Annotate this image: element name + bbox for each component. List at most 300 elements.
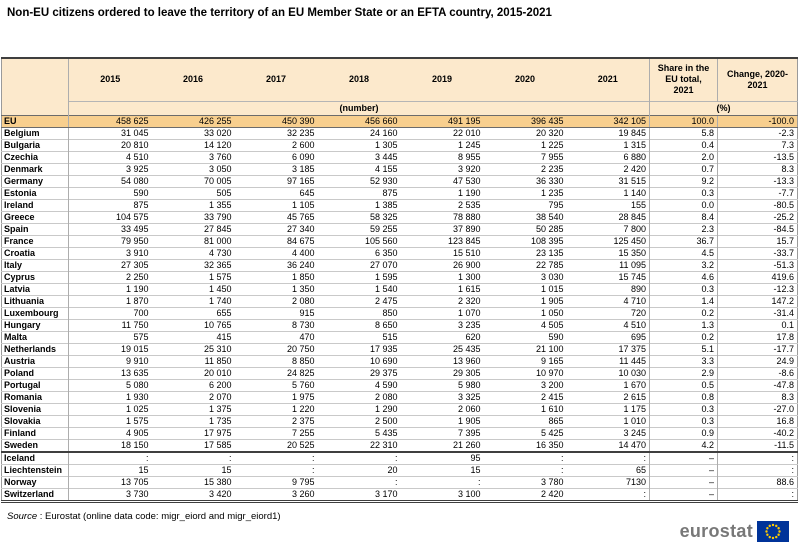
cell: 720 xyxy=(567,307,650,319)
cell: 20 xyxy=(318,464,401,476)
row-label: Ireland xyxy=(2,199,69,211)
cell: 36.7 xyxy=(650,235,718,247)
cell: 5 080 xyxy=(69,379,152,391)
cell: -8.6 xyxy=(718,367,798,379)
cell: 2 060 xyxy=(401,403,484,415)
cell: 52 930 xyxy=(318,175,401,187)
cell: : xyxy=(567,488,650,501)
cell: 17.8 xyxy=(718,331,798,343)
table-body xyxy=(2,115,798,501)
cell: 19 845 xyxy=(567,127,650,139)
cell: 21 260 xyxy=(401,439,484,452)
cell: -27.0 xyxy=(718,403,798,415)
cell: 4 505 xyxy=(484,319,567,331)
table-row xyxy=(2,139,798,151)
cell: 32 235 xyxy=(235,127,318,139)
cell: 88.6 xyxy=(718,476,798,488)
table-row xyxy=(2,488,798,501)
cell: 3 780 xyxy=(484,476,567,488)
cell: 84 675 xyxy=(235,235,318,247)
cell: 850 xyxy=(318,307,401,319)
cell: 426 255 xyxy=(152,115,235,127)
cell: 22 310 xyxy=(318,439,401,452)
cell: -100.0 xyxy=(718,115,798,127)
cell: 1 105 xyxy=(235,199,318,211)
cell: 2.9 xyxy=(650,367,718,379)
table-row xyxy=(2,187,798,199)
corner-cell xyxy=(2,58,69,115)
cell: -25.2 xyxy=(718,211,798,223)
cell: 2 615 xyxy=(567,391,650,403)
cell: 1 375 xyxy=(152,403,235,415)
row-label: Norway xyxy=(2,476,69,488)
cell: 7 800 xyxy=(567,223,650,235)
unit-label-number: (number) xyxy=(69,101,650,115)
cell: 1 355 xyxy=(152,199,235,211)
cell: 655 xyxy=(152,307,235,319)
cell: 2 235 xyxy=(484,163,567,175)
cell: 3 170 xyxy=(318,488,401,501)
cell: 15 380 xyxy=(152,476,235,488)
cell: 0.3 xyxy=(650,283,718,295)
column-header-2017: 2017 xyxy=(235,58,318,101)
cell: 9.2 xyxy=(650,175,718,187)
cell: 10 690 xyxy=(318,355,401,367)
cell: 10 970 xyxy=(484,367,567,379)
cell: 1 050 xyxy=(484,307,567,319)
cell: 10 765 xyxy=(152,319,235,331)
cell: 33 495 xyxy=(69,223,152,235)
cell: 78 880 xyxy=(401,211,484,223)
row-label: Croatia xyxy=(2,247,69,259)
cell: 890 xyxy=(567,283,650,295)
cell: 20 810 xyxy=(69,139,152,151)
table-row xyxy=(2,127,798,139)
cell: 17 585 xyxy=(152,439,235,452)
row-label: Romania xyxy=(2,391,69,403)
cell: : xyxy=(567,452,650,465)
cell: 15 510 xyxy=(401,247,484,259)
cell: 22 785 xyxy=(484,259,567,271)
cell: 3 420 xyxy=(152,488,235,501)
cell: 456 660 xyxy=(318,115,401,127)
cell: 3 100 xyxy=(401,488,484,501)
cell: 24 160 xyxy=(318,127,401,139)
row-label: Netherlands xyxy=(2,343,69,355)
column-header-2015: 2015 xyxy=(69,58,152,101)
cell: 2.0 xyxy=(650,151,718,163)
cell: 23 135 xyxy=(484,247,567,259)
cell: 47 530 xyxy=(401,175,484,187)
cell: 3 925 xyxy=(69,163,152,175)
cell: 5 425 xyxy=(484,427,567,439)
cell: 2 375 xyxy=(235,415,318,427)
cell: 3 325 xyxy=(401,391,484,403)
cell: : xyxy=(152,452,235,465)
cell: 3 245 xyxy=(567,427,650,439)
cell: 4 905 xyxy=(69,427,152,439)
cell: 20 750 xyxy=(235,343,318,355)
cell: -2.3 xyxy=(718,127,798,139)
cell: 70 005 xyxy=(152,175,235,187)
cell: -31.4 xyxy=(718,307,798,319)
table-row xyxy=(2,391,798,403)
cell: 1 350 xyxy=(235,283,318,295)
cell: 0.8 xyxy=(650,391,718,403)
cell: 0.0 xyxy=(650,199,718,211)
cell: – xyxy=(650,464,718,476)
cell: : xyxy=(235,452,318,465)
cell: 28 845 xyxy=(567,211,650,223)
row-label: Denmark xyxy=(2,163,69,175)
row-label: Austria xyxy=(2,355,69,367)
cell: 15 xyxy=(401,464,484,476)
cell: 32 365 xyxy=(152,259,235,271)
cell: 2 415 xyxy=(484,391,567,403)
cell: 3 050 xyxy=(152,163,235,175)
row-label: Cyprus xyxy=(2,271,69,283)
cell: 14 470 xyxy=(567,439,650,452)
cell: 9 165 xyxy=(484,355,567,367)
cell: 1 905 xyxy=(401,415,484,427)
cell: 1 975 xyxy=(235,391,318,403)
cell: 6 880 xyxy=(567,151,650,163)
table-row xyxy=(2,367,798,379)
cell: : xyxy=(69,452,152,465)
cell: 17 375 xyxy=(567,343,650,355)
table-row xyxy=(2,307,798,319)
cell: 1 225 xyxy=(484,139,567,151)
cell: 5 435 xyxy=(318,427,401,439)
cell: 21 100 xyxy=(484,343,567,355)
cell: 16 350 xyxy=(484,439,567,452)
cell: 58 325 xyxy=(318,211,401,223)
row-label: Slovenia xyxy=(2,403,69,415)
cell: 0.5 xyxy=(650,379,718,391)
cell: 3 030 xyxy=(484,271,567,283)
cell: 865 xyxy=(484,415,567,427)
cell: 875 xyxy=(69,199,152,211)
cell: : xyxy=(718,464,798,476)
table-row xyxy=(2,379,798,391)
cell: 31 515 xyxy=(567,175,650,187)
cell: 515 xyxy=(318,331,401,343)
cell: 27 070 xyxy=(318,259,401,271)
cell: 8 650 xyxy=(318,319,401,331)
cell: : xyxy=(484,452,567,465)
cell: 5.8 xyxy=(650,127,718,139)
cell: 36 240 xyxy=(235,259,318,271)
cell: 11 850 xyxy=(152,355,235,367)
row-label: Hungary xyxy=(2,319,69,331)
cell: -12.3 xyxy=(718,283,798,295)
table-row xyxy=(2,464,798,476)
cell: 2 600 xyxy=(235,139,318,151)
row-label: Germany xyxy=(2,175,69,187)
cell: 27 340 xyxy=(235,223,318,235)
cell: 38 540 xyxy=(484,211,567,223)
row-label: Greece xyxy=(2,211,69,223)
unit-label-percent: (%) xyxy=(650,101,798,115)
cell: 470 xyxy=(235,331,318,343)
cell: 27 845 xyxy=(152,223,235,235)
data-table xyxy=(1,57,798,503)
cell: 1 140 xyxy=(567,187,650,199)
cell: 7 395 xyxy=(401,427,484,439)
table-row xyxy=(2,151,798,163)
cell: -47.8 xyxy=(718,379,798,391)
cell: 95 xyxy=(401,452,484,465)
eu-flag-icon xyxy=(757,521,789,542)
row-label: Switzerland xyxy=(2,488,69,501)
row-label: Finland xyxy=(2,427,69,439)
cell: 2 475 xyxy=(318,295,401,307)
table-row xyxy=(2,211,798,223)
cell: 65 xyxy=(567,464,650,476)
cell: 342 105 xyxy=(567,115,650,127)
cell: 3 730 xyxy=(69,488,152,501)
cell: 1 190 xyxy=(69,283,152,295)
cell: 1 930 xyxy=(69,391,152,403)
cell: 505 xyxy=(152,187,235,199)
cell: 645 xyxy=(235,187,318,199)
cell: 13 635 xyxy=(69,367,152,379)
table-row xyxy=(2,259,798,271)
cell: 4 155 xyxy=(318,163,401,175)
cell: -7.7 xyxy=(718,187,798,199)
row-label: France xyxy=(2,235,69,247)
cell: 1 385 xyxy=(318,199,401,211)
cell: 104 575 xyxy=(69,211,152,223)
cell: 27 305 xyxy=(69,259,152,271)
cell: 1 025 xyxy=(69,403,152,415)
row-label: Spain xyxy=(2,223,69,235)
cell: 24 825 xyxy=(235,367,318,379)
cell: 45 765 xyxy=(235,211,318,223)
cell: 20 010 xyxy=(152,367,235,379)
table-row xyxy=(2,283,798,295)
cell: 5 980 xyxy=(401,379,484,391)
cell: 15 xyxy=(69,464,152,476)
cell: 1 220 xyxy=(235,403,318,415)
cell: 0.3 xyxy=(650,403,718,415)
cell: 15 350 xyxy=(567,247,650,259)
row-label: Estonia xyxy=(2,187,69,199)
cell: 6 350 xyxy=(318,247,401,259)
cell: 108 395 xyxy=(484,235,567,247)
table-row xyxy=(2,295,798,307)
row-label: Malta xyxy=(2,331,69,343)
cell: 25 310 xyxy=(152,343,235,355)
table-row xyxy=(2,331,798,343)
cell: 2 070 xyxy=(152,391,235,403)
cell: 18 150 xyxy=(69,439,152,452)
cell: 1 595 xyxy=(318,271,401,283)
cell: 2 080 xyxy=(235,295,318,307)
cell: 29 305 xyxy=(401,367,484,379)
cell: 3 910 xyxy=(69,247,152,259)
cell: 6 090 xyxy=(235,151,318,163)
cell: 79 950 xyxy=(69,235,152,247)
source-text: : Eurostat (online data code: migr_eiord and migr_eiord1) xyxy=(37,511,281,522)
cell: 20 525 xyxy=(235,439,318,452)
cell: 450 390 xyxy=(235,115,318,127)
cell: 620 xyxy=(401,331,484,343)
cell: 5 760 xyxy=(235,379,318,391)
table-row xyxy=(2,343,798,355)
cell: 2 500 xyxy=(318,415,401,427)
cell: 0.9 xyxy=(650,427,718,439)
cell: 3.2 xyxy=(650,259,718,271)
cell: 0.2 xyxy=(650,307,718,319)
row-label: EU xyxy=(2,115,69,127)
cell: 13 705 xyxy=(69,476,152,488)
cell: 1.4 xyxy=(650,295,718,307)
cell: 4 400 xyxy=(235,247,318,259)
cell: 2 420 xyxy=(567,163,650,175)
cell: 590 xyxy=(69,187,152,199)
row-label: Lithuania xyxy=(2,295,69,307)
column-header-2020: 2020 xyxy=(484,58,567,101)
cell: 81 000 xyxy=(152,235,235,247)
cell: 0.1 xyxy=(718,319,798,331)
cell: 1.3 xyxy=(650,319,718,331)
cell: 3 235 xyxy=(401,319,484,331)
cell: 0.3 xyxy=(650,187,718,199)
row-label: Italy xyxy=(2,259,69,271)
cell: 4.5 xyxy=(650,247,718,259)
cell: 1 850 xyxy=(235,271,318,283)
cell: 50 285 xyxy=(484,223,567,235)
cell: -13.5 xyxy=(718,151,798,163)
cell: 0.4 xyxy=(650,139,718,151)
cell: 1 300 xyxy=(401,271,484,283)
table-row xyxy=(2,199,798,211)
eurostat-logo xyxy=(680,521,789,542)
cell: 7.3 xyxy=(718,139,798,151)
table-row xyxy=(2,175,798,187)
cell: -17.7 xyxy=(718,343,798,355)
cell: 1 305 xyxy=(318,139,401,151)
cell: 1 190 xyxy=(401,187,484,199)
cell: 13 960 xyxy=(401,355,484,367)
cell: 26 900 xyxy=(401,259,484,271)
cell: 2 080 xyxy=(318,391,401,403)
cell: 2 420 xyxy=(484,488,567,501)
table-row xyxy=(2,115,798,127)
cell: : xyxy=(401,476,484,488)
cell: -80.5 xyxy=(718,199,798,211)
cell: 31 045 xyxy=(69,127,152,139)
cell: – xyxy=(650,488,718,501)
cell: : xyxy=(484,464,567,476)
cell: 155 xyxy=(567,199,650,211)
cell: 36 330 xyxy=(484,175,567,187)
table-row xyxy=(2,452,798,465)
source-note xyxy=(7,511,281,522)
cell: 2 320 xyxy=(401,295,484,307)
cell: 2 535 xyxy=(401,199,484,211)
row-label: Iceland xyxy=(2,452,69,465)
table-row xyxy=(2,223,798,235)
cell: 1 245 xyxy=(401,139,484,151)
row-label: Luxembourg xyxy=(2,307,69,319)
row-label: Bulgaria xyxy=(2,139,69,151)
row-label: Slovakia xyxy=(2,415,69,427)
table-header xyxy=(2,58,798,115)
cell: 2 250 xyxy=(69,271,152,283)
cell: 33 790 xyxy=(152,211,235,223)
cell: 17 975 xyxy=(152,427,235,439)
cell: 1 670 xyxy=(567,379,650,391)
cell: 5.1 xyxy=(650,343,718,355)
cell: 17 935 xyxy=(318,343,401,355)
row-label: Czechia xyxy=(2,151,69,163)
cell: 22 010 xyxy=(401,127,484,139)
cell: 100.0 xyxy=(650,115,718,127)
cell: -11.5 xyxy=(718,439,798,452)
cell: : xyxy=(718,488,798,501)
cell: 1 175 xyxy=(567,403,650,415)
column-header-share-eu-total: Share in the EU total, 2021 xyxy=(650,58,718,101)
cell: 419.6 xyxy=(718,271,798,283)
cell: 9 910 xyxy=(69,355,152,367)
cell: 123 845 xyxy=(401,235,484,247)
row-label: Portugal xyxy=(2,379,69,391)
cell: 875 xyxy=(318,187,401,199)
cell: 125 450 xyxy=(567,235,650,247)
cell: 19 015 xyxy=(69,343,152,355)
cell: 4 510 xyxy=(69,151,152,163)
cell: 11 445 xyxy=(567,355,650,367)
cell: : xyxy=(235,464,318,476)
cell: 590 xyxy=(484,331,567,343)
cell: -33.7 xyxy=(718,247,798,259)
cell: 1 615 xyxy=(401,283,484,295)
cell: 15 745 xyxy=(567,271,650,283)
cell: 8 730 xyxy=(235,319,318,331)
cell: 8.4 xyxy=(650,211,718,223)
column-header-2018: 2018 xyxy=(318,58,401,101)
row-label: Latvia xyxy=(2,283,69,295)
cell: 3 760 xyxy=(152,151,235,163)
table-row xyxy=(2,403,798,415)
table-row xyxy=(2,271,798,283)
cell: 24.9 xyxy=(718,355,798,367)
cell: 97 165 xyxy=(235,175,318,187)
column-header-2019: 2019 xyxy=(401,58,484,101)
cell: 3 260 xyxy=(235,488,318,501)
table-row xyxy=(2,163,798,175)
table-row xyxy=(2,235,798,247)
table-row xyxy=(2,439,798,452)
cell: : xyxy=(318,452,401,465)
cell: 0.3 xyxy=(650,415,718,427)
cell: 14 120 xyxy=(152,139,235,151)
cell: -51.3 xyxy=(718,259,798,271)
row-label: Belgium xyxy=(2,127,69,139)
cell: 491 195 xyxy=(401,115,484,127)
cell: 1 905 xyxy=(484,295,567,307)
cell: 16.8 xyxy=(718,415,798,427)
cell: 8.3 xyxy=(718,163,798,175)
cell: -84.5 xyxy=(718,223,798,235)
cell: 3 920 xyxy=(401,163,484,175)
table-row xyxy=(2,355,798,367)
cell: 1 015 xyxy=(484,283,567,295)
cell: 795 xyxy=(484,199,567,211)
cell: 59 255 xyxy=(318,223,401,235)
